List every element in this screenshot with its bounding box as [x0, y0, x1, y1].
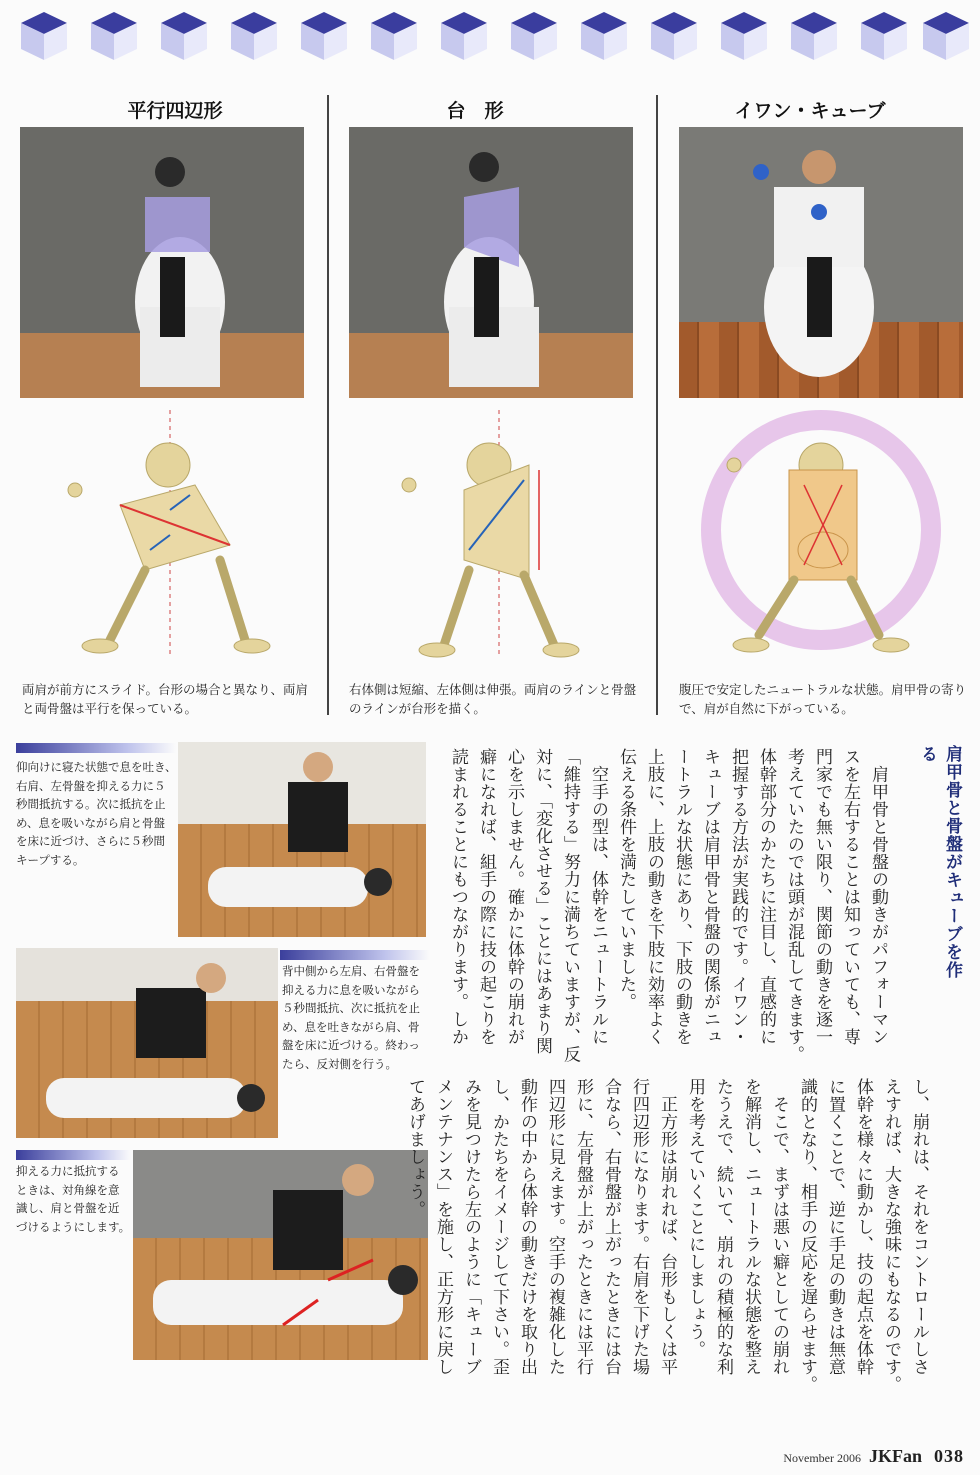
article-line: 動作の中から体幹の動きだけを取り出 [517, 1078, 537, 1376]
exercise-caption-1 [16, 758, 186, 869]
caption-trapezoid [349, 680, 649, 718]
article-line: を解消し、ニュートラルな状態を整え [741, 1078, 761, 1376]
article-line: 用を考えていくことにしましょう。 [685, 1078, 705, 1358]
article-line: 行四辺形になります。右肩を下げた場 [629, 1078, 649, 1376]
cube-icon [858, 10, 910, 62]
diagram-ivan-cube [679, 410, 979, 660]
caption-parallelogram [22, 680, 322, 718]
caption-line: 両肩が前方にスライド。台形の場合と異なり、両肩 [22, 682, 309, 697]
caption-line: 抑える力に息を吸いながら [282, 982, 420, 997]
page-footer [783, 1446, 964, 1467]
caption-line: 抑える力に抵抗する [16, 1164, 120, 1178]
title-ivan-cube: イワン・キューブ [734, 100, 886, 122]
photo-exercise-diagonal [133, 1150, 428, 1360]
article-line: し、崩れは、それをコントロールしさ [909, 1078, 929, 1376]
article-line: 癖になれば、組手の際に技の起こりを [476, 748, 496, 1046]
photo-ivan-cube-stance [679, 127, 963, 398]
article-line: てあげましょう。 [405, 1078, 425, 1218]
cube-icon [508, 10, 560, 62]
caption-line: のラインが台形を描く。 [349, 701, 486, 716]
caption-line: ときは、対角線を意 [16, 1182, 120, 1197]
article-column-1 [444, 748, 892, 1068]
cube-icon [298, 10, 350, 62]
caption-bar [16, 743, 176, 753]
photo-trapezoid-stance [349, 127, 633, 398]
caption-ivan-cube [679, 680, 974, 718]
caption-line: 腹圧で安定したニュートラルな状態。肩甲骨の寄り [679, 682, 967, 697]
article-line: ートラルな状態にあり、下肢の動きを [672, 748, 692, 1046]
caption-line: を床に近づけ、さらに５秒間 [16, 834, 166, 848]
caption-line: 盤を床に近づける。終わっ [282, 1038, 420, 1052]
cube-icon [718, 10, 770, 62]
article-line: たうえで、続いて、崩れの積極的な利 [713, 1078, 733, 1376]
article-line: 把握する方法が実践的です。イワン・ [728, 748, 748, 1046]
exercise-caption-2 [282, 962, 432, 1073]
article-line: 肩甲骨と骨盤の動きがパフォーマン [868, 748, 888, 1046]
column-divider [656, 95, 658, 715]
exercise-caption-3 [16, 1162, 136, 1236]
article-line: 識的となり、相手の反応を遅らせます。 [797, 1078, 817, 1393]
caption-line: キープする。 [16, 852, 85, 867]
article-line: 考えていたのでは頭が混乱してきます。 [784, 748, 804, 1063]
cube-icon [18, 10, 70, 62]
caption-line: と両骨盤は平行を保っている。 [22, 701, 198, 716]
cube-icon [788, 10, 840, 62]
cube-icon [228, 10, 280, 62]
article-line: スを左右することは知っていても、専 [840, 748, 860, 1046]
article-line: 対に、「変化させる」ことにはあまり関 [532, 748, 552, 1055]
column-divider [327, 95, 329, 715]
article-line: 合なら、右骨盤が上がったときには台 [601, 1078, 621, 1376]
caption-line: 秒間抵抗する。次に抵抗を止 [16, 797, 166, 811]
article-line: みを見つけたら左のように「キューブ [461, 1078, 481, 1376]
article-heading: 肩甲骨と骨盤がキューブを作る [917, 745, 962, 979]
article-line: そこで、まずは悪い癖としての崩れ [769, 1078, 789, 1376]
article-line: 空手の型は、体幹をニュートラルに [588, 748, 608, 1046]
article-line: し、かたちをイメージして下さい。歪 [489, 1078, 509, 1376]
page-number: 038 [934, 1446, 964, 1466]
article-line: 四辺形に見えます。空手の複雑化した [545, 1078, 565, 1376]
cube-icon [438, 10, 490, 62]
article-line: キューブは肩甲骨と骨盤の関係がニュ [700, 748, 720, 1046]
photo-exercise-prone [16, 948, 278, 1138]
cube-icon [920, 10, 972, 62]
caption-line: め、息を吐きながら肩、骨 [282, 1019, 420, 1034]
caption-line: ５秒間抵抗、次に抵抗を止 [282, 1001, 420, 1015]
caption-line: 識し、肩と骨盤を近 [16, 1201, 120, 1215]
caption-bar [16, 1150, 131, 1160]
article-line: えすれば、大きな強味にもなるのです。 [881, 1078, 901, 1393]
article-line: に置くことで、逆に手足の動きは無意 [825, 1078, 845, 1376]
article-line: 「維持する」努力に満ちていますが、反 [560, 748, 580, 1063]
photo-parallelogram-stance [20, 127, 304, 398]
diagram-parallelogram [20, 410, 320, 660]
article-line: 心を示しません。確かに体幹の崩れが [504, 748, 524, 1046]
magazine-brand: JKFan [868, 1446, 922, 1466]
article-line: 正方形は崩れれば、台形もしくは平 [657, 1078, 677, 1376]
article-column-2 [405, 1078, 933, 1408]
cube-decoration-band [0, 10, 980, 70]
caption-bar [280, 950, 430, 960]
caption-line: 右肩、左骨盤を抑える力に５ [16, 778, 166, 793]
caption-line: め、息を吸いながら肩と骨盤 [16, 815, 166, 830]
article-line: 体幹部分のかたちに注目し、直感的に [756, 748, 776, 1046]
caption-line: づけるようにします。 [16, 1219, 131, 1234]
cube-icon [88, 10, 140, 62]
caption-line: 背中側から左肩、右骨盤を [282, 964, 420, 978]
article-line: 門家でも無い限り、関節の動きを逐一 [812, 748, 832, 1046]
cube-icon [648, 10, 700, 62]
diagram-trapezoid [349, 410, 649, 660]
caption-line: たら、反対側を行う。 [282, 1056, 397, 1071]
cube-icon [158, 10, 210, 62]
article-line: 体幹を様々に動かし、技の起点を体幹 [853, 1078, 873, 1376]
title-trapezoid: 台 形 [446, 100, 504, 122]
caption-line: で、肩が自然に下がっている。 [679, 701, 854, 716]
article-line: メンテナンス」を施し、正方形に戻し [433, 1078, 453, 1376]
caption-line: 右体側は短縮、左体側は伸張。両肩のラインと骨盤 [349, 682, 637, 697]
issue-date: November 2006 [783, 1451, 861, 1465]
article-line: 伝える条件を満たしていました。 [616, 748, 636, 1011]
article-line: 読まれることにもつながります。しか [448, 748, 468, 1046]
cube-icon [578, 10, 630, 62]
article-line: 形に、左骨盤が上がったときには平行 [573, 1078, 593, 1376]
photo-exercise-supine [178, 742, 426, 937]
caption-line: 仰向けに寝た状態で息を吐き、 [16, 760, 177, 774]
title-parallelogram: 平行四辺形 [127, 100, 223, 122]
article-line: 上肢に、上肢の動きを下肢に効率よく [644, 748, 664, 1046]
cube-icon [368, 10, 420, 62]
